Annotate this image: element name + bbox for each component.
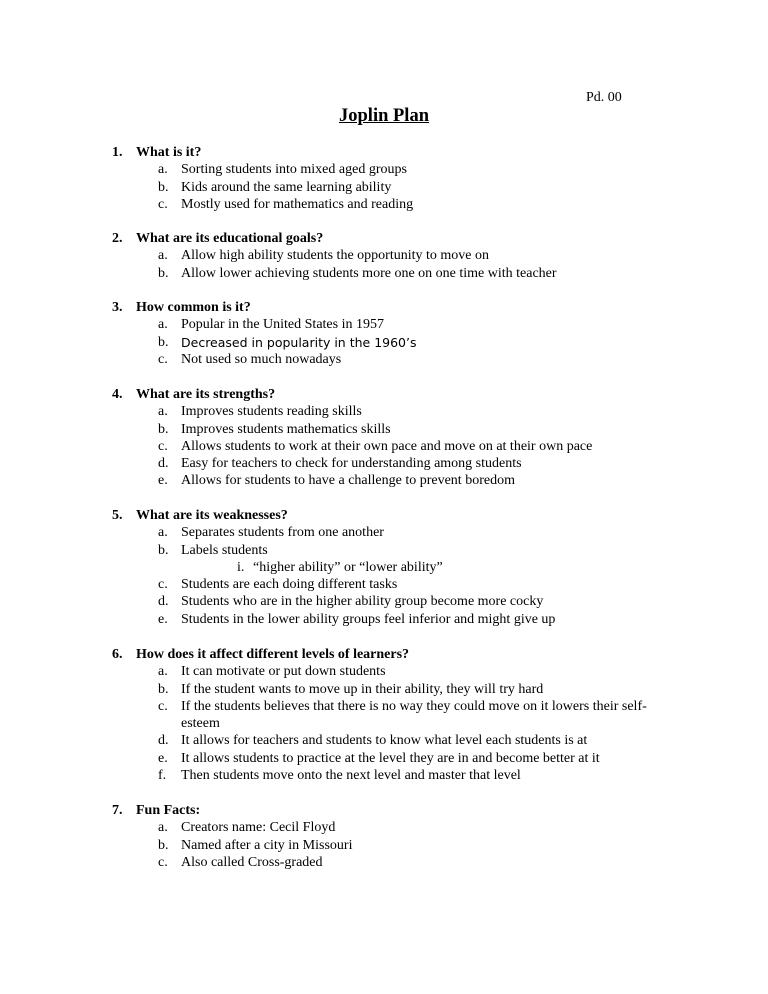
list-item xyxy=(0,161,768,178)
sub-list-item xyxy=(0,559,768,576)
question xyxy=(0,144,768,161)
period-label: Pd. 00 xyxy=(586,90,622,105)
question-text: Fun Facts: xyxy=(136,803,201,818)
item-text: Popular in the United States in 1957 xyxy=(181,317,384,333)
item-letter: b. xyxy=(158,421,169,437)
list-item xyxy=(0,455,768,472)
item-text: Improves students mathematics skills xyxy=(181,421,391,437)
item-text: Labels students xyxy=(181,542,268,558)
item-text: Also called Cross-graded xyxy=(181,854,323,870)
page-title: Joplin Plan xyxy=(339,106,429,126)
item-letter: b. xyxy=(158,837,169,853)
sub-item-text: “higher ability” or “lower ability” xyxy=(253,559,443,575)
section-educational-goals xyxy=(0,230,768,282)
list-item xyxy=(0,421,768,438)
item-letter: a. xyxy=(158,248,168,264)
item-letter: a. xyxy=(158,162,168,178)
list-item xyxy=(0,732,768,749)
item-text: Easy for teachers to check for understanding among students xyxy=(181,456,522,472)
item-letter: a. xyxy=(158,525,168,541)
item-text: Then students move onto the next level and master that level xyxy=(181,768,521,784)
item-letter: c. xyxy=(158,854,168,870)
item-letter: c. xyxy=(158,577,168,593)
item-letter: a. xyxy=(158,404,168,420)
question xyxy=(0,230,768,247)
item-text: It allows for teachers and students to know what level each students is at xyxy=(181,733,588,749)
question-text: How does it affect different levels of learners? xyxy=(136,647,410,662)
section-how-common xyxy=(0,299,768,368)
question-text: What are its educational goals? xyxy=(136,231,324,246)
section-affect-learners xyxy=(0,646,768,784)
section-weaknesses xyxy=(0,507,768,628)
item-text: If the students believes that there is no way they could move on it lowers their self-esteem xyxy=(181,698,647,732)
question-text: What are its strengths? xyxy=(136,387,276,402)
question-number: 2. xyxy=(112,231,123,246)
question-number: 6. xyxy=(112,647,123,662)
item-letter: c. xyxy=(158,351,168,367)
item-letter: b. xyxy=(158,542,169,558)
list-item xyxy=(0,593,768,610)
question-number: 1. xyxy=(112,145,123,160)
item-letter: d. xyxy=(158,594,169,610)
list-item xyxy=(0,854,768,871)
list-item xyxy=(0,750,768,767)
item-text: Allows students to work at their own pace and move on at their own pace xyxy=(181,438,593,454)
item-text: Students are each doing different tasks xyxy=(181,577,398,593)
list-item xyxy=(0,819,768,836)
item-letter: a. xyxy=(158,664,168,680)
item-text: Allow high ability students the opportunity to move on xyxy=(181,248,489,264)
list-item xyxy=(0,334,768,351)
item-text: It allows students to practice at the level they are in and become better at it xyxy=(181,750,600,766)
list-item xyxy=(0,681,768,698)
list-item xyxy=(0,265,768,282)
list-item xyxy=(0,316,768,333)
question-text: What are its weaknesses? xyxy=(136,508,288,523)
item-letter: b. xyxy=(158,334,169,350)
item-text: If the student wants to move up in their ability, they will try hard xyxy=(181,681,544,697)
sub-item-numeral: i. xyxy=(237,559,245,575)
list-item xyxy=(0,576,768,593)
list-item xyxy=(0,196,768,213)
item-text: Students in the lower ability groups feel inferior and might give up xyxy=(181,611,556,627)
list-item xyxy=(0,663,768,680)
item-letter: e. xyxy=(158,473,168,489)
item-letter: c. xyxy=(158,438,168,454)
item-text: Mostly used for mathematics and reading xyxy=(181,196,414,212)
list-item xyxy=(0,611,768,628)
item-letter: a. xyxy=(158,317,168,333)
item-text: Creators name: Cecil Floyd xyxy=(181,820,336,836)
item-letter: f. xyxy=(158,768,167,784)
list-item xyxy=(0,524,768,541)
item-letter: b. xyxy=(158,265,169,281)
list-item xyxy=(0,179,768,196)
item-letter: e. xyxy=(158,750,168,766)
list-item xyxy=(0,438,768,455)
section-what-is-it xyxy=(0,144,768,213)
item-letter: d. xyxy=(158,733,169,749)
list-item xyxy=(0,351,768,368)
item-letter: b. xyxy=(158,681,169,697)
question-number: 4. xyxy=(112,387,123,402)
item-text: Separates students from one another xyxy=(181,525,384,541)
question-number: 5. xyxy=(112,508,123,523)
question xyxy=(0,386,768,403)
item-letter: c. xyxy=(158,196,168,212)
question xyxy=(0,299,768,316)
item-text: Sorting students into mixed aged groups xyxy=(181,162,407,178)
item-letter: c. xyxy=(158,698,168,714)
question-number: 7. xyxy=(112,803,123,818)
item-text: Allow lower achieving students more one on one time with teacher xyxy=(181,265,557,281)
list-item xyxy=(0,698,768,733)
question-text: What is it? xyxy=(136,145,202,160)
question-text: How common is it? xyxy=(136,300,251,315)
list-item xyxy=(0,767,768,784)
item-text: Decreased in popularity in the 1960’s xyxy=(181,334,417,350)
item-text: Named after a city in Missouri xyxy=(181,837,353,853)
list-item xyxy=(0,837,768,854)
question-number: 3. xyxy=(112,300,123,315)
list-item xyxy=(0,542,768,559)
item-text: It can motivate or put down students xyxy=(181,664,386,680)
item-letter: b. xyxy=(158,179,169,195)
list-item xyxy=(0,247,768,264)
question xyxy=(0,802,768,819)
section-strengths xyxy=(0,386,768,490)
list-item xyxy=(0,472,768,489)
item-letter: e. xyxy=(158,611,168,627)
item-text: Not used so much nowadays xyxy=(181,351,342,367)
section-fun-facts xyxy=(0,802,768,871)
question xyxy=(0,507,768,524)
question xyxy=(0,646,768,663)
item-text: Students who are in the higher ability group become more cocky xyxy=(181,594,544,610)
item-text: Allows for students to have a challenge to prevent boredom xyxy=(181,473,515,489)
item-letter: a. xyxy=(158,820,168,836)
list-item xyxy=(0,403,768,420)
item-text: Improves students reading skills xyxy=(181,404,362,420)
item-text: Kids around the same learning ability xyxy=(181,179,392,195)
item-letter: d. xyxy=(158,456,169,472)
